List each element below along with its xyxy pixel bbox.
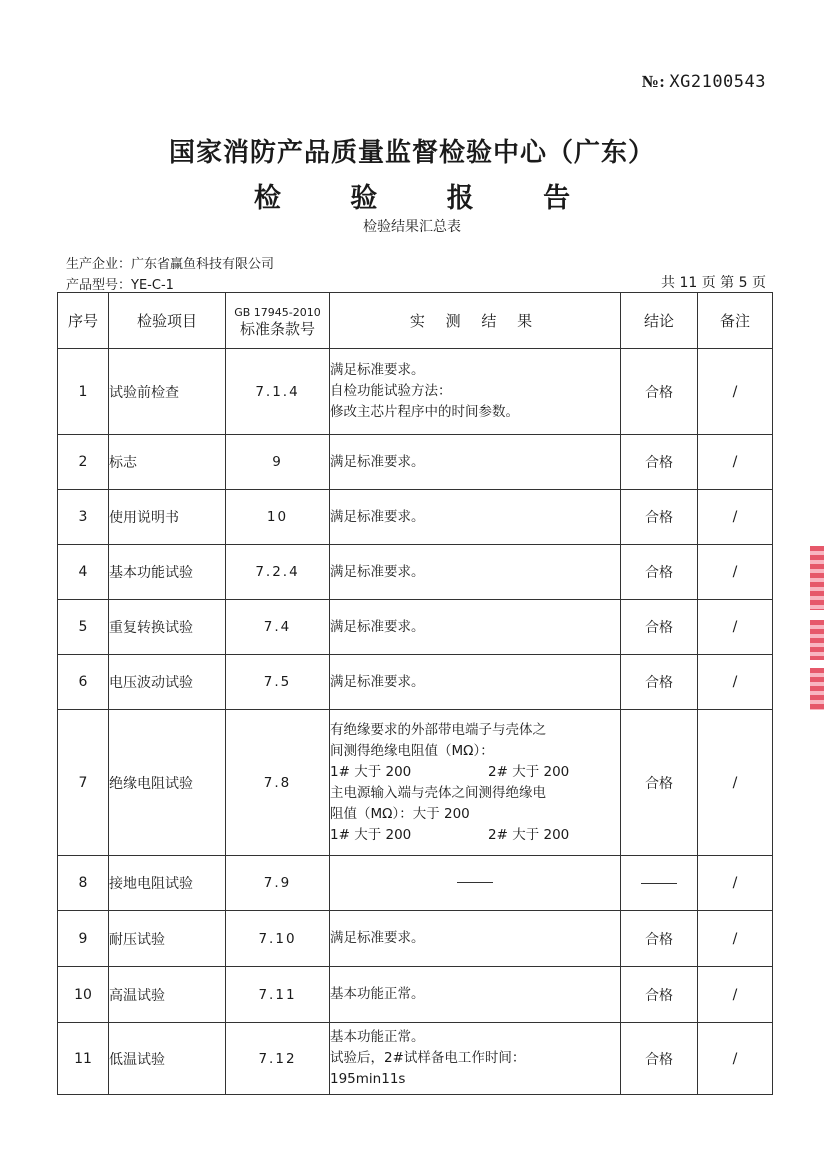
row-clause: 10 [226, 490, 330, 545]
result-line: 满足标准要求。 [330, 508, 425, 525]
row-item: 基本功能试验 [109, 545, 226, 600]
row-seq: 9 [58, 911, 109, 967]
row-item: 低温试验 [109, 1023, 226, 1095]
row-item: 耐压试验 [109, 911, 226, 967]
row-clause: 7.9 [226, 856, 330, 911]
row-seq: 10 [58, 967, 109, 1023]
row-conclusion [621, 856, 698, 911]
row-item: 重复转换试验 [109, 600, 226, 655]
row-seq: 8 [58, 856, 109, 911]
table-row [58, 1023, 773, 1095]
organization-name: 国家消防产品质量监督检验中心（广东） [168, 138, 655, 168]
header-seq: 序号 [58, 293, 109, 349]
result-line: 修改主芯片程序中的时间参数。 [330, 404, 519, 420]
row-result [330, 911, 621, 967]
row-result [330, 856, 621, 911]
result-line: 满足标准要求。 [330, 618, 425, 635]
manufacturer-label: 生产企业： [66, 257, 132, 272]
seal-fragment-top [810, 546, 824, 610]
result-line: 试验后，2#试样备电工作时间： [330, 1050, 526, 1066]
result-line: 满足标准要求。 [330, 673, 425, 690]
table-row [58, 600, 773, 655]
row-item: 使用说明书 [109, 490, 226, 545]
document-subtitle: 检验结果汇总表 [363, 219, 461, 235]
seal-fragment-middle [810, 620, 824, 660]
row-result [330, 710, 621, 856]
document-title: 检 验 报 告 [253, 183, 601, 214]
row-conclusion: 合格 [621, 600, 698, 655]
results-table [57, 292, 773, 1095]
row-clause: 7.11 [226, 967, 330, 1023]
header-conclusion: 结论 [621, 293, 698, 349]
row-clause: 7.5 [226, 655, 330, 710]
result-line: 基本功能正常。 [330, 1029, 425, 1045]
seal-fragment-bottom [810, 668, 824, 710]
row-clause: 7.4 [226, 600, 330, 655]
result-line: 阻值（MΩ）：大于 200 [330, 805, 470, 822]
header-standard-clause: 标准条款号 [239, 319, 315, 338]
row-seq: 3 [58, 490, 109, 545]
result-line: 自检功能试验方法： [330, 383, 452, 399]
result-line: 195min11s [330, 1071, 406, 1087]
row-remark: / [698, 655, 773, 710]
row-result [330, 655, 621, 710]
row-remark: / [698, 490, 773, 545]
table-row [58, 911, 773, 967]
row-result [330, 600, 621, 655]
table-row [58, 490, 773, 545]
header-standard [226, 293, 330, 349]
row-conclusion: 合格 [621, 655, 698, 710]
row-item: 标志 [109, 435, 226, 490]
row-seq: 7 [58, 710, 109, 856]
report-number [642, 72, 766, 92]
row-conclusion: 合格 [621, 349, 698, 435]
header-standard-code: GB 17945-2010 [234, 305, 321, 319]
result-line: 满足标准要求。 [330, 930, 425, 946]
table-row [58, 545, 773, 600]
result-line: 主电源输入端与壳体之间测得绝缘电 [330, 784, 546, 801]
manufacturer-value: 广东省赢鱼科技有限公司 [131, 257, 275, 272]
table-row [58, 655, 773, 710]
row-result [330, 490, 621, 545]
row-seq: 5 [58, 600, 109, 655]
table-header-row [58, 293, 773, 349]
row-remark: / [698, 545, 773, 600]
row-remark: / [698, 911, 773, 967]
row-result [330, 349, 621, 435]
result-line: 满足标准要求。 [330, 453, 425, 470]
row-item: 接地电阻试验 [109, 856, 226, 911]
table-row [58, 435, 773, 490]
row-item: 试验前检查 [109, 349, 226, 435]
header-result: 实 测 结 果 [330, 293, 621, 349]
row-remark: / [698, 435, 773, 490]
row-conclusion: 合格 [621, 1023, 698, 1095]
row-conclusion: 合格 [621, 911, 698, 967]
report-number-label: №: [641, 72, 666, 91]
header-item: 检验项目 [109, 293, 226, 349]
result-sample-pair: 1# 大于 200 2# 大于 200 [330, 826, 570, 843]
row-result [330, 435, 621, 490]
page-indicator: 共 11 页 第 5 页 [661, 275, 766, 291]
table-row [58, 967, 773, 1023]
result-line: 满足标准要求。 [330, 563, 425, 580]
row-clause: 7.1.4 [226, 349, 330, 435]
row-conclusion: 合格 [621, 967, 698, 1023]
table-row [58, 710, 773, 856]
row-clause: 7.12 [226, 1023, 330, 1095]
row-remark: / [698, 349, 773, 435]
row-conclusion: 合格 [621, 435, 698, 490]
row-clause: 7.2.4 [226, 545, 330, 600]
row-seq: 11 [58, 1023, 109, 1095]
model-line [66, 274, 174, 293]
row-item: 高温试验 [109, 967, 226, 1023]
result-line: 间测得绝缘电阻值（MΩ）： [330, 742, 494, 759]
row-seq: 2 [58, 435, 109, 490]
row-item: 电压波动试验 [109, 655, 226, 710]
row-clause: 7.10 [226, 911, 330, 967]
result-line: 满足标准要求。 [330, 362, 425, 378]
result-line: 基本功能正常。 [330, 986, 425, 1002]
row-remark: / [698, 710, 773, 856]
row-result [330, 545, 621, 600]
dash-placeholder [457, 882, 493, 883]
manufacturer-line [66, 253, 274, 272]
row-item: 绝缘电阻试验 [109, 710, 226, 856]
row-remark: / [698, 856, 773, 911]
row-seq: 1 [58, 349, 109, 435]
row-remark: / [698, 1023, 773, 1095]
result-sample-pair: 1# 大于 200 2# 大于 200 [330, 763, 570, 780]
row-remark: / [698, 967, 773, 1023]
dash-placeholder [641, 883, 677, 884]
row-conclusion: 合格 [621, 545, 698, 600]
model-value: YE-C-1 [131, 278, 174, 293]
row-conclusion: 合格 [621, 490, 698, 545]
report-number-value: XG2100543 [669, 72, 766, 92]
model-label: 产品型号： [66, 278, 132, 293]
row-conclusion: 合格 [621, 710, 698, 856]
row-remark: / [698, 600, 773, 655]
table-row [58, 349, 773, 435]
header-remark: 备注 [698, 293, 773, 349]
row-seq: 6 [58, 655, 109, 710]
row-clause: 9 [226, 435, 330, 490]
table-row [58, 856, 773, 911]
row-seq: 4 [58, 545, 109, 600]
result-line: 有绝缘要求的外部带电端子与壳体之 [330, 721, 546, 738]
row-result [330, 967, 621, 1023]
row-clause: 7.8 [226, 710, 330, 856]
row-result [330, 1023, 621, 1095]
